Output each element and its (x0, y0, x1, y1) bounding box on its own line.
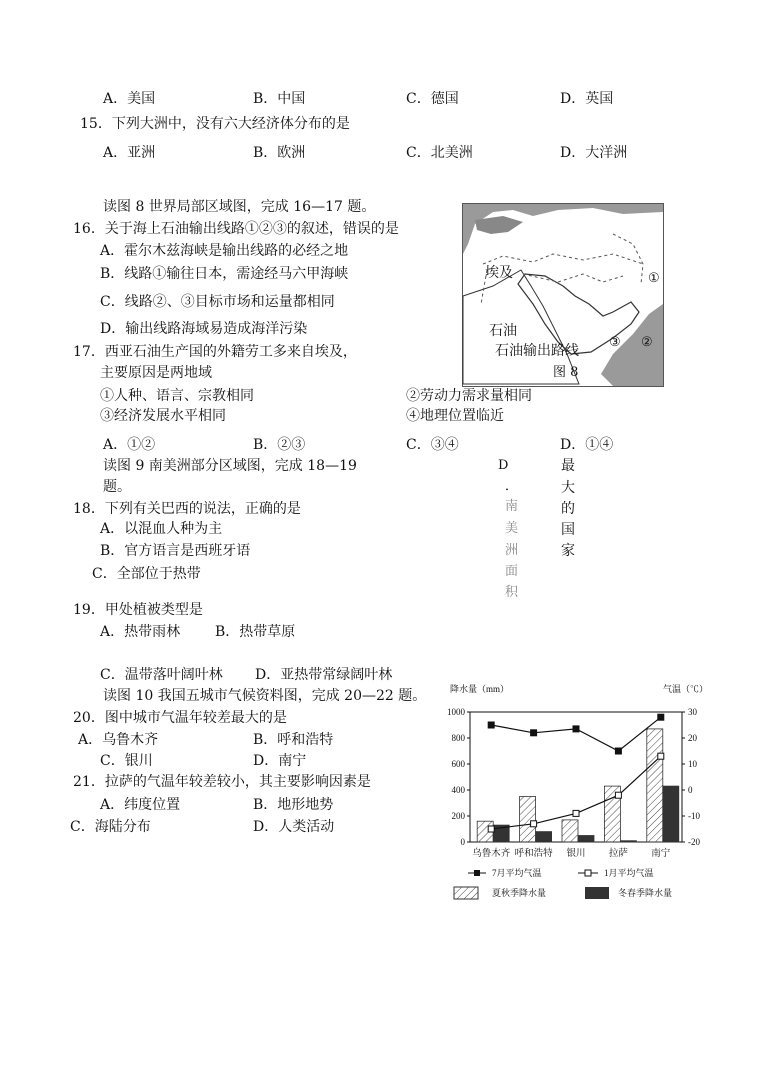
y-right-tick-label-1: -10 (688, 811, 700, 821)
y-left-tick-label-0: 0 (460, 837, 465, 847)
q14-option-c: C．德国 (406, 91, 459, 107)
y-right-tick-label-3: 10 (688, 759, 697, 769)
q21-option-b: B．地形地势 (253, 797, 334, 813)
y-left-tick-label-4: 800 (451, 733, 465, 743)
q20-stem: 20．图中城市气温年较差最大的是 (73, 710, 287, 726)
route-mark-2: ② (641, 335, 653, 350)
point-2-0 (488, 722, 494, 728)
q17-item-4: ④地理位置临近 (406, 408, 504, 424)
q17-option-a: A．①② (103, 437, 156, 453)
legend-jan-marker (585, 870, 591, 876)
intro-16-17: 读图 8 世界局部区域图，完成 16—17 题。 (103, 199, 376, 215)
x-tick-label-3: 拉萨 (608, 849, 628, 859)
q15-option-a: A．亚洲 (103, 145, 156, 161)
x-tick-label-2: 银川 (566, 849, 586, 859)
fragment-left-4: 美 (505, 521, 519, 536)
climate-chart (428, 680, 728, 910)
route-mark-1: ① (648, 271, 660, 286)
q16-option-d: D．输出线路海域易造成海洋污染 (100, 321, 308, 337)
point-3-3 (615, 792, 621, 798)
q17-item-1: ①人种、语言、宗教相同 (100, 388, 254, 404)
legend-winter-swatch (585, 887, 609, 899)
q18-option-b: B．官方语言是西班牙语 (100, 543, 251, 559)
q21-option-d: D．人类活动 (253, 819, 335, 835)
point-3-0 (488, 826, 494, 832)
q21-stem: 21．拉萨的气温年较差较小，其主要影响因素是 (73, 774, 371, 790)
fragment-left-5: 洲 (505, 543, 519, 558)
route-mark-3: ③ (609, 335, 621, 350)
q14-option-a: A．美国 (103, 91, 156, 107)
map-label-oil: 石油 (489, 323, 517, 339)
y-right-tick-label-0: -20 (688, 837, 700, 847)
y-left-tick-label-5: 1000 (447, 707, 465, 717)
legend-jan-label: 1月平均气温 (604, 868, 654, 878)
q17-stem-line2: 主要原因是两地域 (100, 365, 212, 381)
q19-option-c: C．温带落叶阔叶林 (100, 667, 223, 683)
q20-option-d: D．南宁 (253, 753, 307, 769)
y-left-tick-label-1: 200 (451, 811, 465, 821)
fragment-right-5: 家 (561, 543, 575, 559)
q19-option-d: D．亚热带常绿阔叶林 (255, 667, 393, 683)
y-right-tick-label-4: 20 (688, 733, 697, 743)
map-label-route: 石油输出路线 (495, 343, 579, 359)
bar-winter-2 (578, 836, 594, 843)
q16-option-c: C．线路②、③目标市场和运量都相同 (100, 294, 335, 310)
q17-item-2: ②劳动力需求量相同 (406, 388, 532, 404)
q19-stem: 19．甲处植被类型是 (73, 602, 203, 618)
fragment-left-7: 积 (505, 585, 519, 600)
q21-option-c: C．海陆分布 (70, 819, 151, 835)
fragment-right-3: 的 (561, 501, 575, 517)
intro-20-22: 读图 10 我国五城市气候资料图，完成 20—22 题。 (103, 688, 427, 704)
border-line-1 (483, 254, 643, 264)
map-label-egypt: 埃及 (485, 265, 513, 281)
y-left-tick-label-2: 400 (451, 785, 465, 795)
legend-winter-label: 冬春季降水量 (618, 888, 673, 898)
point-2-2 (573, 726, 579, 732)
point-2-1 (531, 730, 537, 736)
q14-option-b: B．中国 (253, 91, 306, 107)
fragment-right-1: 最 (561, 458, 575, 474)
legend-summer-swatch (454, 887, 478, 899)
q16-stem: 16．关于海上石油输出线路①②③的叙述，错误的是 (73, 221, 399, 237)
q17-option-c: C．③④ (406, 437, 459, 453)
q19-option-a: A．热带雨林 (100, 624, 181, 640)
q14-option-d: D．英国 (560, 91, 614, 107)
q20-option-c: C．银川 (100, 753, 153, 769)
bar-summer-2 (562, 820, 578, 842)
q18-stem: 18．下列有关巴西的说法，正确的是 (73, 501, 301, 517)
fragment-left-1: D (498, 458, 509, 473)
q15-option-d: D．大洋洲 (560, 145, 628, 161)
chart-ylabel-left: 降水量（mm） (450, 684, 510, 694)
bar-winter-1 (536, 832, 552, 842)
fragment-right-4: 国 (561, 522, 575, 538)
q20-option-a: A．乌鲁木齐 (78, 732, 159, 748)
bar-summer-1 (520, 797, 536, 843)
bar-summer-4 (647, 729, 663, 842)
point-3-2 (573, 810, 579, 816)
q17-item-3: ③经济发展水平相同 (100, 408, 226, 424)
line-3 (491, 756, 661, 829)
x-tick-label-0: 乌鲁木齐 (472, 849, 511, 859)
point-3-1 (531, 821, 537, 827)
fragment-right-2: 大 (561, 480, 575, 496)
y-left-tick-label-3: 600 (451, 759, 465, 769)
y-right-tick-label-5: 30 (688, 707, 697, 717)
q16-option-b: B．线路①输往日本，需途经马六甲海峡 (100, 266, 349, 282)
intro-18-19-line1: 读图 9 南美洲部分区域图，完成 18—19 (103, 458, 357, 474)
point-3-4 (658, 753, 664, 759)
intro-18-19-line2: 题。 (103, 479, 131, 495)
q17-option-b: B．②③ (253, 437, 306, 453)
q20-option-b: B．呼和浩特 (253, 732, 334, 748)
q15-option-c: C．北美洲 (406, 145, 473, 161)
legend-summer-label: 夏秋季降水量 (492, 888, 547, 898)
q15-option-b: B．欧洲 (253, 145, 306, 161)
fragment-left-3: 南 (505, 499, 519, 514)
q21-option-a: A．纬度位置 (100, 797, 181, 813)
fragment-left-6: 面 (505, 564, 519, 579)
legend-july-marker (474, 870, 480, 876)
x-tick-label-1: 呼和浩特 (514, 849, 553, 859)
x-tick-label-4: 南宁 (651, 849, 671, 859)
q16-option-a: A．霍尔木兹海峡是输出线路的必经之地 (100, 243, 349, 259)
q15-stem: 15．下列大洲中，没有六大经济体分布的是 (80, 116, 350, 132)
fragment-left-2: ． (505, 479, 519, 494)
y-right-tick-label-2: 0 (688, 785, 693, 795)
point-2-3 (615, 748, 621, 754)
bar-winter-4 (663, 786, 679, 842)
chart-ylabel-right: 气温（℃） (663, 684, 709, 694)
map-caption: 图 8 (553, 365, 579, 380)
bar-winter-3 (620, 841, 636, 842)
q17-option-d: D．①④ (560, 437, 614, 453)
legend-july-label: 7月平均气温 (492, 868, 542, 878)
q19-option-b: B．热带草原 (215, 624, 296, 640)
line-2 (491, 717, 661, 751)
q18-option-c: C．全部位于热带 (92, 566, 201, 582)
map-figure-8 (462, 203, 664, 387)
q18-option-a: A．以混血人种为主 (100, 521, 223, 537)
point-2-4 (658, 714, 664, 720)
q17-stem-line1: 17．西亚石油生产国的外籍劳工多来自埃及， (73, 344, 357, 360)
